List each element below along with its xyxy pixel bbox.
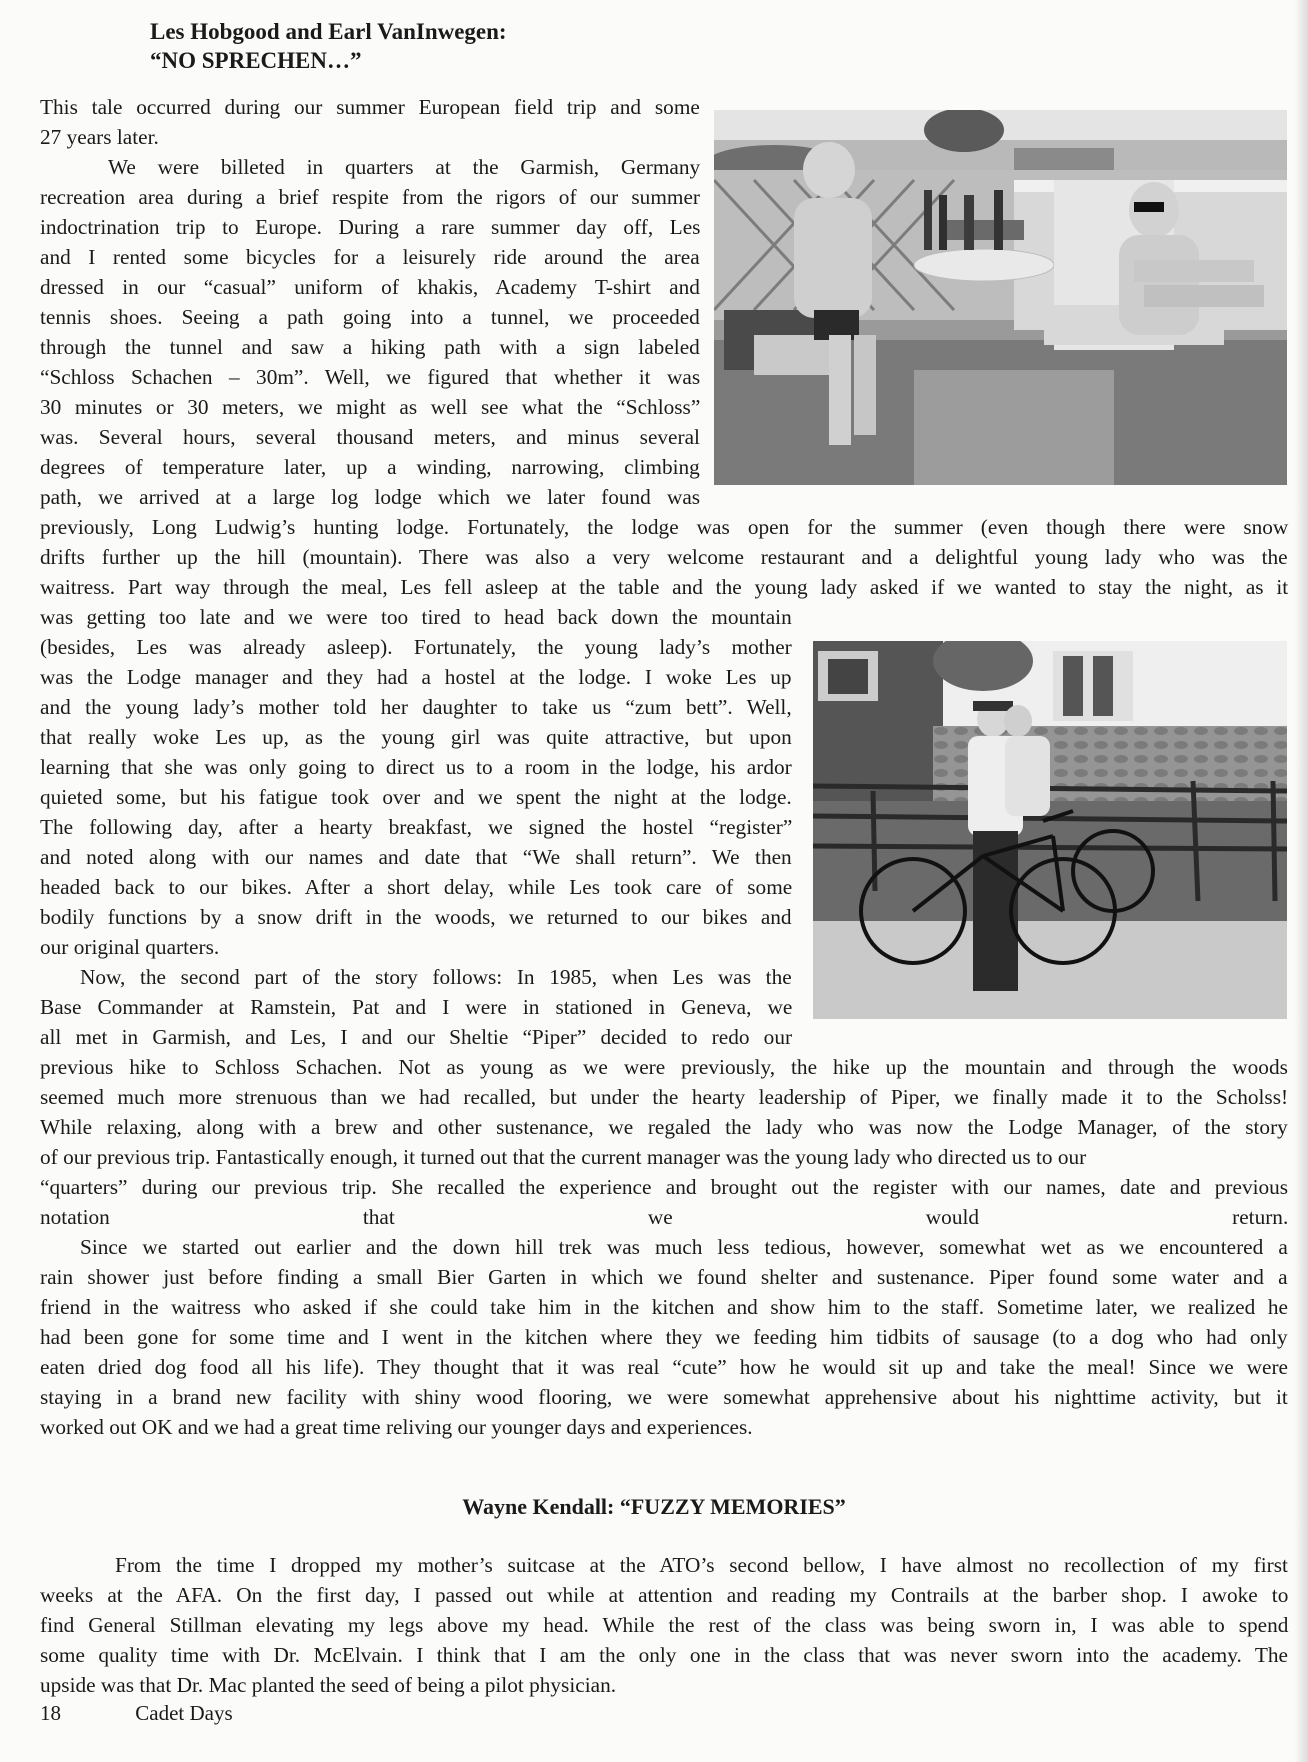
text-line: Base Commander at Ramstein, Pat and I were in stationed in Geneva, we: [40, 995, 793, 1019]
text-line: previously, Long Ludwig’s hunting lodge. Fortunately, the lodge was open for the summer (even though there were snow: [40, 515, 1289, 539]
text-line: degrees of temperature later, up a winding, narrowing, climbing: [40, 455, 700, 479]
text-line: had been gone for some time and I went in the kitchen where they we feeding him tidbits of sausage (to a dog who had only: [40, 1325, 1288, 1349]
text-line: Since we started out earlier and the down hill trek was much less tedious, however, somewhat wet as we encountered a: [80, 1235, 1288, 1259]
text-line: all met in Garmish, and Les, I and our Sheltie “Piper” decided to redo our: [40, 1025, 793, 1049]
publication-name: Cadet Days: [135, 1701, 233, 1725]
text-line: indoctrination trip to Europe. During a rare summer day off, Les: [40, 215, 701, 239]
text-line: was. Several hours, several thousand meters, and minus several: [40, 425, 700, 449]
text-line: worked out OK and we had a great time reliving our younger days and experiences.: [40, 1415, 753, 1439]
text-line: dressed in our “casual” uniform of khakis, Academy T-shirt and: [40, 275, 700, 299]
text-line: quieted some, but his fatigue took over and we spent the night at the lodge.: [40, 785, 792, 809]
text-line: was the Lodge manager and they had a hostel at the lodge. I woke Les up: [40, 665, 792, 689]
text-line: previous hike to Schloss Schachen. Not as young as we were previously, the hike up the mountain and through the woods: [40, 1055, 1288, 1079]
text-line: and I rented some bicycles for a leisurely ride around the area: [40, 245, 700, 269]
text-line: path, we arrived at a large log lodge which we later found was: [40, 485, 701, 509]
text-line: find General Stillman elevating my legs above my head. While the rest of the class was being sworn in, I was able to spend: [40, 1613, 1289, 1637]
text-line: (besides, Les was already asleep). Fortunately, the young lady’s mother: [40, 635, 792, 659]
text-line: that really woke Les up, as the young girl was quite attractive, but upon: [40, 725, 792, 749]
text-line: “quarters” during our previous trip. She recalled the experience and brought out the register with our names, date and previous: [40, 1175, 1289, 1199]
text-line: weeks at the AFA. On the first day, I passed out while at attention and reading my Contrails at the barber shop. I awoke to: [40, 1583, 1289, 1607]
text-line: notation that we would return.: [40, 1205, 1289, 1229]
page-edge-shadow: [1294, 0, 1308, 1762]
text-line: and the young lady’s mother told her daughter to take us “zum bett”. Well,: [40, 695, 792, 719]
text-line: bodily functions by a snow drift in the woods, we returned to our bikes and: [40, 905, 792, 929]
text-line: “Schloss Schachen – 30m”. Well, we figured that whether it was: [40, 365, 701, 389]
text-line: our original quarters.: [40, 935, 220, 959]
text-line: 30 minutes or 30 meters, we might as well see what the “Schloss”: [40, 395, 701, 419]
text-line: upside was that Dr. Mac planted the seed of being a pilot physician.: [40, 1673, 617, 1697]
text-line: tennis shoes. Seeing a path going into a tunnel, we proceeded: [40, 305, 700, 329]
text-line: recreation area during a brief respite from the rigors of our summer: [40, 185, 701, 209]
text-line: through the tunnel and saw a hiking path with a sign labeled: [40, 335, 700, 359]
text-line: friend in the waitress who asked if she could take him in the kitchen and show him to the staff. Sometime later, we realized he: [40, 1295, 1288, 1319]
text-line: some quality time with Dr. McElvain. I think that I am the only one in the class that was never sworn into the academy. The: [40, 1643, 1288, 1667]
text-line: staying in a brand new facility with shiny wood flooring, we were somewhat apprehensive about his nighttime activity, but it: [40, 1385, 1288, 1409]
text-line: and noted along with our names and date that “We shall return”. We then: [40, 845, 792, 869]
page-number: 18: [40, 1701, 61, 1725]
photo-cadets-with-bicycles: [813, 641, 1287, 1019]
text-line: seemed much more strenuous than we had recalled, but under the hearty leadership of Piper, we finally made it to the Scholss!: [40, 1085, 1289, 1109]
text-line: learning that she was only going to direct us to a room in the lodge, his ardor: [40, 755, 792, 779]
text-line: This tale occurred during our summer European field trip and some: [40, 95, 700, 119]
text-line: rain shower just before finding a small Bier Garten in which we found shelter and sustenance. Piper found some water and a: [40, 1265, 1288, 1289]
article-title-line1: Les Hobgood and Earl VanInwegen:: [150, 19, 507, 44]
text-line: eaten dried dog food all his life). They thought that it was real “cute” how he would sit up and take the meal! Since we were: [40, 1355, 1289, 1379]
text-line: We were billeted in quarters at the Garmish, Germany: [108, 155, 701, 179]
text-line: While relaxing, along with a brew and other sustenance, we regaled the lady who was now the Lodge Manager, of the story: [40, 1115, 1288, 1139]
text-line: Now, the second part of the story follows: In 1985, when Les was the: [80, 965, 792, 989]
photo-rooftop-sunbathers: [714, 110, 1287, 485]
text-line: drifts further up the hill (mountain). There was also a very welcome restaurant and a delightful young lady who was the: [40, 545, 1288, 569]
text-line: waitress. Part way through the meal, Les fell asleep at the table and the young lady asked if we wanted to stay the night, as it: [40, 575, 1289, 599]
text-line: From the time I dropped my mother’s suitcase at the ATO’s second bellow, I have almost no recollection of my first: [115, 1553, 1288, 1577]
text-line: The following day, after a hearty breakfast, we signed the hostel “register”: [40, 815, 793, 839]
text-line: of our previous trip. Fantastically enough, it turned out that the current manager was the young lady who directed us to our: [40, 1145, 1087, 1169]
article2-title: Wayne Kendall: “FUZZY MEMORIES”: [462, 1494, 846, 1519]
text-line: headed back to our bikes. After a short delay, while Les took care of some: [40, 875, 793, 899]
text-line: 27 years later.: [40, 125, 159, 149]
article-title-line2: “NO SPRECHEN…”: [150, 48, 362, 73]
text-line: was getting too late and we were too tired to head back down the mountain: [40, 605, 792, 629]
page-footer: [40, 1701, 233, 1726]
